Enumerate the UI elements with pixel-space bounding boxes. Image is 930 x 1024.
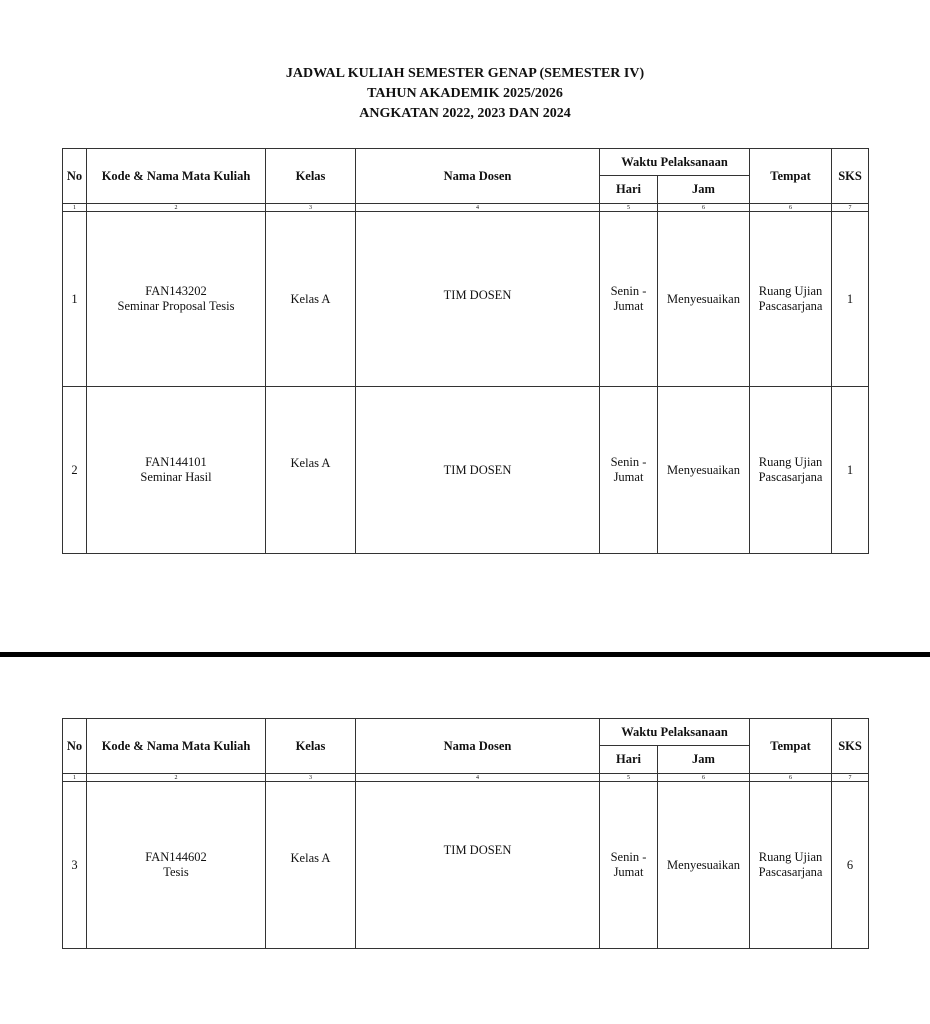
day-line-2: Jumat <box>613 299 644 313</box>
column-number: 5 <box>600 774 658 782</box>
place-line-1: Ruang Ujian <box>758 850 823 864</box>
row-day <box>600 212 658 387</box>
title-line-1: JADWAL KULIAH SEMESTER GENAP (SEMESTER IV) <box>285 66 645 81</box>
header-hour: Jam <box>658 176 750 204</box>
row-day <box>600 387 658 554</box>
column-number: 3 <box>266 774 356 782</box>
row-lecturer: TIM DOSEN <box>356 387 600 554</box>
row-class <box>266 782 356 949</box>
schedule-table-1 <box>62 148 869 554</box>
table-row <box>63 782 869 949</box>
row-day <box>600 782 658 949</box>
header-credits: SKS <box>832 149 869 204</box>
class-text: Kelas A <box>290 850 331 865</box>
header-lecturer: Nama Dosen <box>356 149 600 204</box>
column-number: 5 <box>600 204 658 212</box>
header-place: Tempat <box>750 719 832 774</box>
place-line-1: Ruang Ujian <box>758 284 823 298</box>
column-number: 6 <box>658 774 750 782</box>
column-number: 2 <box>87 204 266 212</box>
day-line-1: Senin - <box>610 455 647 469</box>
header-no: No <box>63 149 87 204</box>
document-title <box>0 64 930 124</box>
column-number: 6 <box>658 204 750 212</box>
header-day: Hari <box>600 176 658 204</box>
lecturer-text: TIM DOSEN <box>443 287 512 302</box>
course-code: FAN143202 <box>145 284 207 298</box>
course-name: Seminar Proposal Tesis <box>117 299 235 313</box>
place-line-2: Pascasarjana <box>758 865 823 879</box>
day-line-1: Senin - <box>610 284 647 298</box>
header-no: No <box>63 719 87 774</box>
column-number-row <box>63 204 869 212</box>
day-line-2: Jumat <box>613 865 644 879</box>
title-line-3: ANGKATAN 2022, 2023 DAN 2024 <box>359 106 571 121</box>
header-lecturer: Nama Dosen <box>356 719 600 774</box>
page-break <box>0 652 930 657</box>
row-hour: Menyesuaikan <box>658 387 750 554</box>
column-number: 2 <box>87 774 266 782</box>
row-place <box>750 387 832 554</box>
column-number: 6 <box>750 204 832 212</box>
place-line-2: Pascasarjana <box>758 470 823 484</box>
header-class: Kelas <box>266 149 356 204</box>
column-number: 1 <box>63 204 87 212</box>
row-no: 1 <box>63 212 87 387</box>
course-code: FAN144602 <box>145 850 207 864</box>
header-day: Hari <box>600 746 658 774</box>
column-number: 4 <box>356 204 600 212</box>
row-credits: 6 <box>832 782 869 949</box>
row-place <box>750 782 832 949</box>
table-row <box>63 212 869 387</box>
column-number: 6 <box>750 774 832 782</box>
title-line-2: TAHUN AKADEMIK 2025/2026 <box>367 86 563 101</box>
course-code: FAN144101 <box>145 455 207 469</box>
place-line-2: Pascasarjana <box>758 299 823 313</box>
day-line-1: Senin - <box>610 850 647 864</box>
row-hour: Menyesuaikan <box>658 782 750 949</box>
header-time-group: Waktu Pelaksanaan <box>600 719 750 746</box>
header-credits: SKS <box>832 719 869 774</box>
column-number: 3 <box>266 204 356 212</box>
course-name: Tesis <box>163 865 189 879</box>
column-number-row <box>63 774 869 782</box>
table-row <box>63 387 869 554</box>
day-line-2: Jumat <box>613 470 644 484</box>
column-number: 1 <box>63 774 87 782</box>
place-line-1: Ruang Ujian <box>758 455 823 469</box>
header-class: Kelas <box>266 719 356 774</box>
class-text: Kelas A <box>290 455 331 470</box>
row-credits: 1 <box>832 387 869 554</box>
row-course <box>87 782 266 949</box>
row-lecturer <box>356 212 600 387</box>
column-number: 7 <box>832 204 869 212</box>
row-course <box>87 212 266 387</box>
column-number: 7 <box>832 774 869 782</box>
header-hour: Jam <box>658 746 750 774</box>
row-no: 2 <box>63 387 87 554</box>
lecturer-text: TIM DOSEN <box>443 842 512 857</box>
row-course <box>87 387 266 554</box>
row-credits: 1 <box>832 212 869 387</box>
row-class <box>266 387 356 554</box>
schedule-table-2 <box>62 718 869 949</box>
course-name: Seminar Hasil <box>140 470 212 484</box>
row-hour: Menyesuaikan <box>658 212 750 387</box>
header-course: Kode & Nama Mata Kuliah <box>87 149 266 204</box>
column-number: 4 <box>356 774 600 782</box>
row-lecturer <box>356 782 600 949</box>
row-class: Kelas A <box>266 212 356 387</box>
header-course: Kode & Nama Mata Kuliah <box>87 719 266 774</box>
row-place <box>750 212 832 387</box>
header-place: Tempat <box>750 149 832 204</box>
header-time-group: Waktu Pelaksanaan <box>600 149 750 176</box>
row-no: 3 <box>63 782 87 949</box>
